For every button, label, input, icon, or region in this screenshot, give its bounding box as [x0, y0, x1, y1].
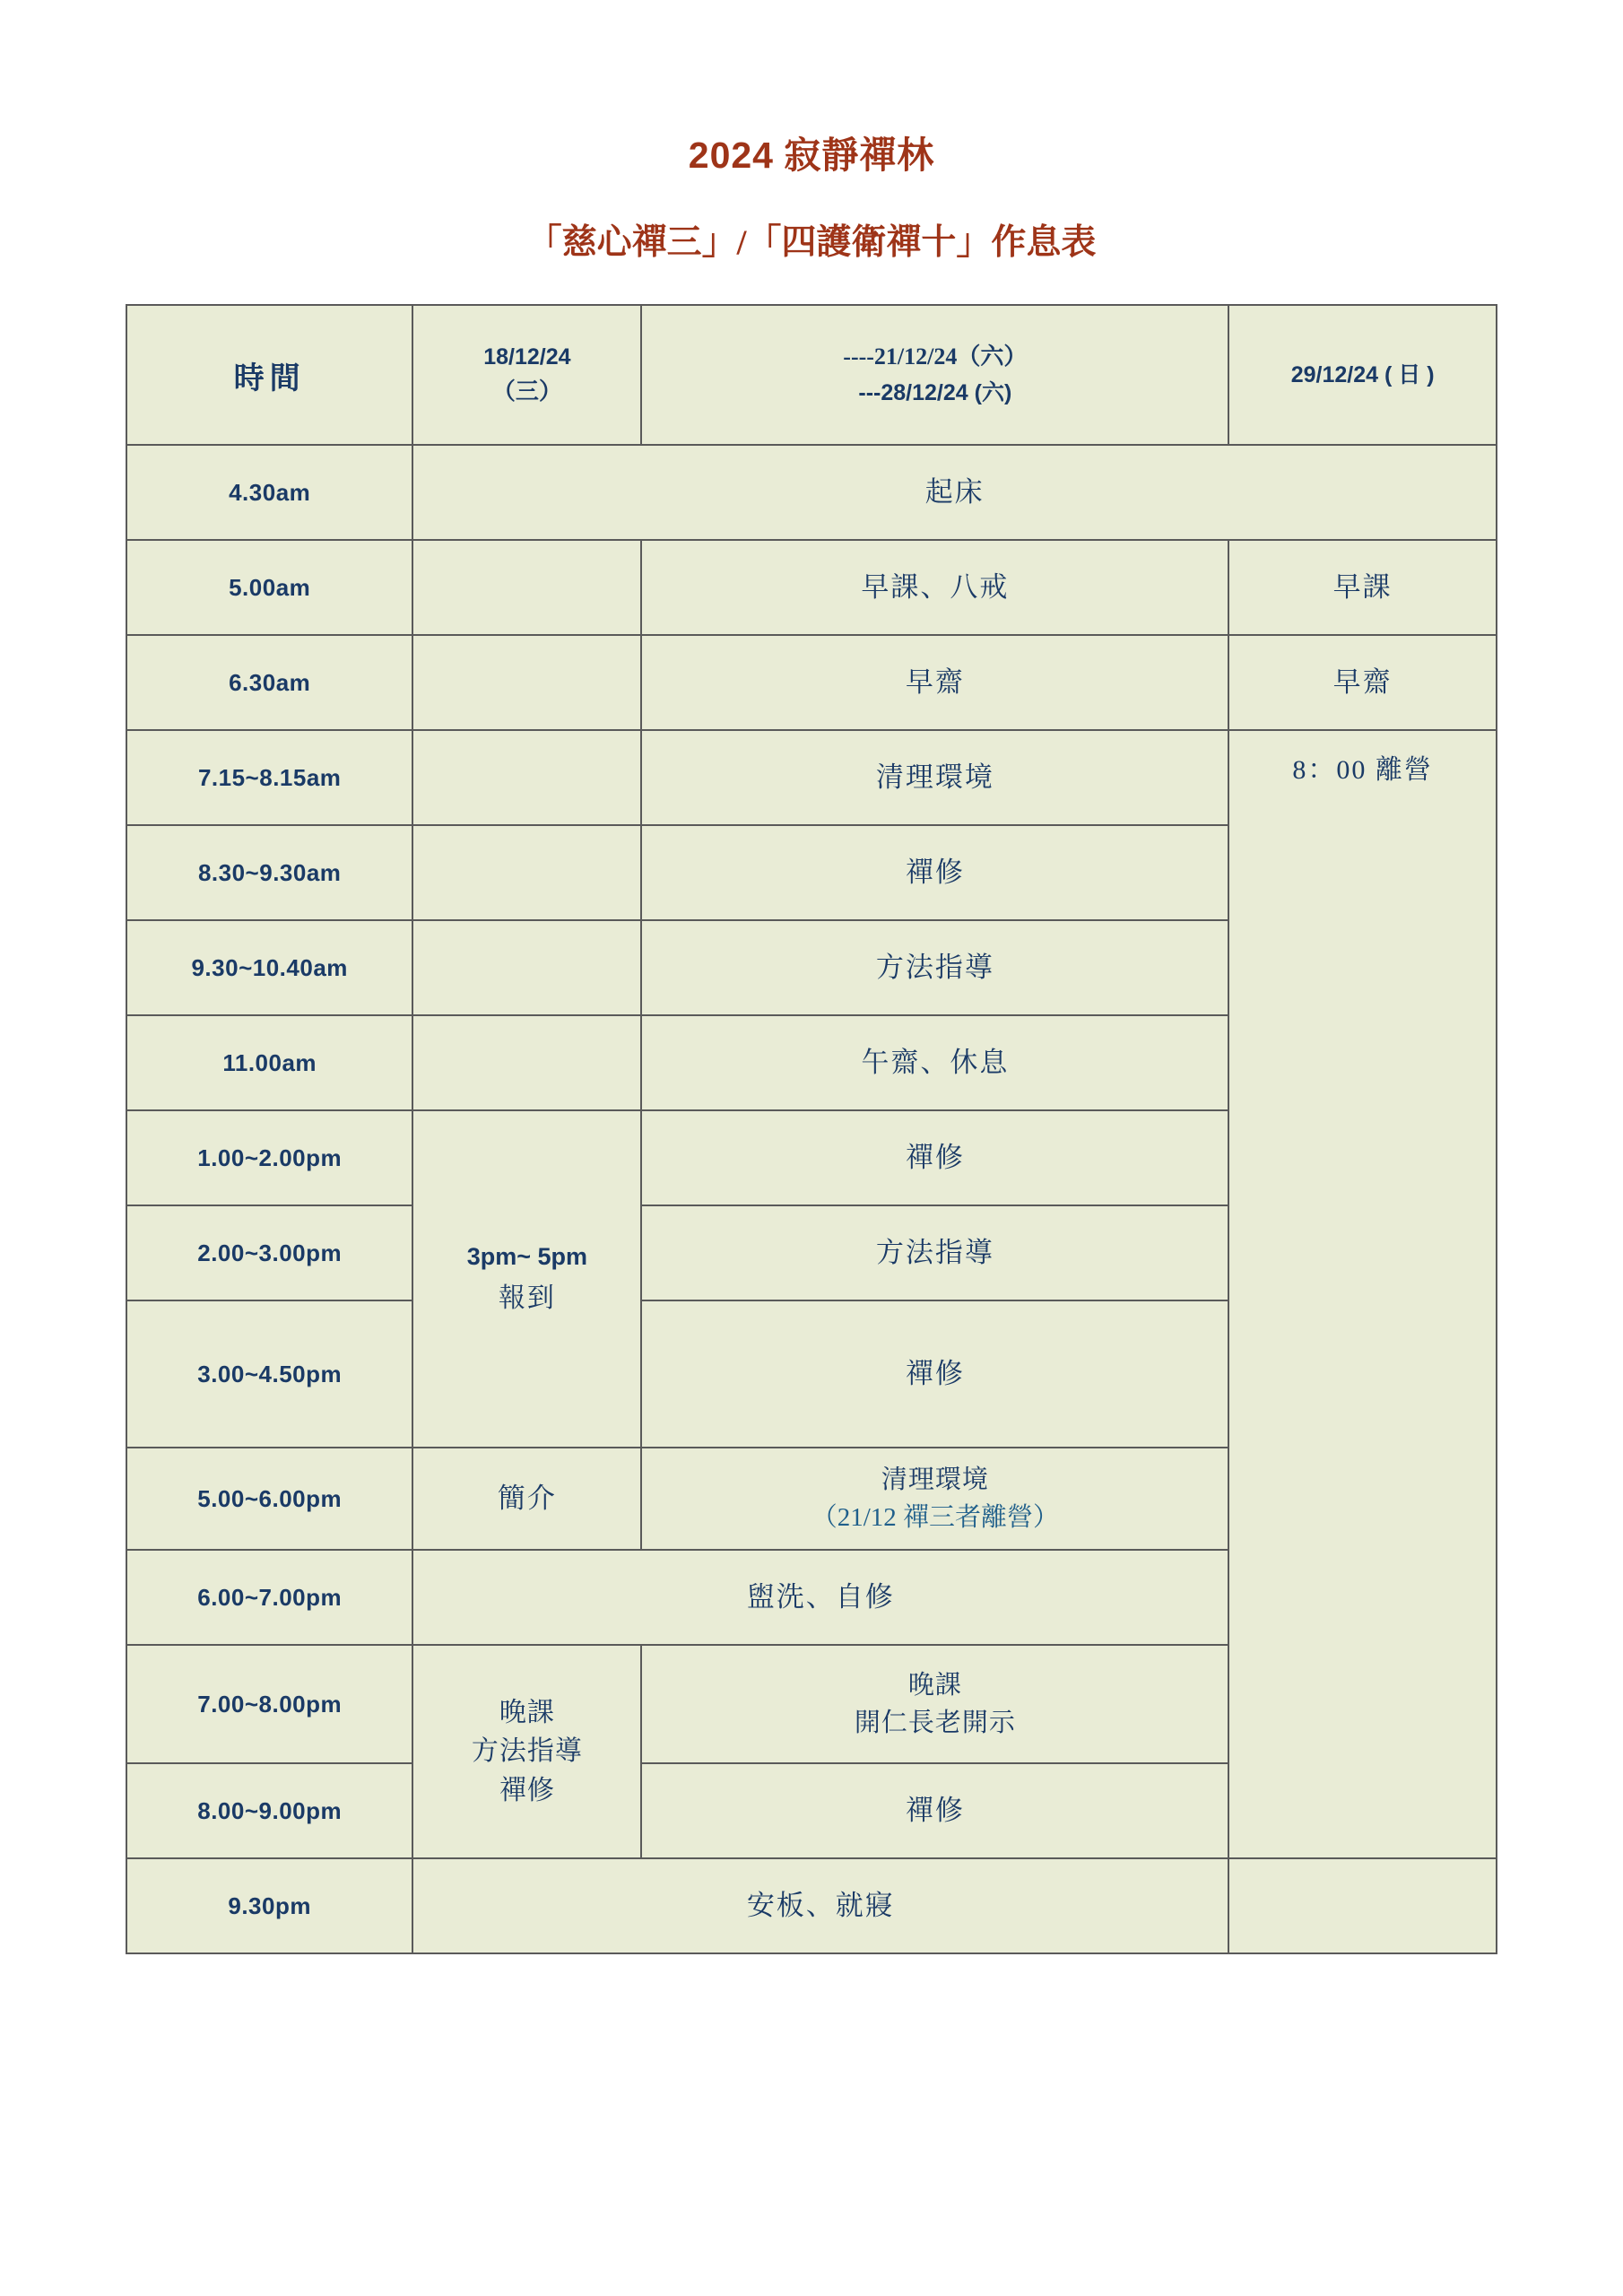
table-row — [126, 540, 1497, 635]
row-activity-range: 午齋、休息 — [641, 1015, 1228, 1110]
row-activity-range: 禪修 — [641, 825, 1228, 920]
registration-cell — [412, 1110, 641, 1448]
row-time: 11.00am — [126, 1015, 412, 1110]
row-time: 1.00~2.00pm — [126, 1110, 412, 1205]
row-time: 6.00~7.00pm — [126, 1550, 412, 1645]
row-activity-range: 早齋 — [641, 635, 1228, 730]
row-activity-wed — [412, 540, 641, 635]
column-header-wed-date: 18/12/24 — [483, 344, 571, 370]
row-activity-range-line2: 開仁長老開示 — [854, 1709, 1016, 1737]
row-activity-all: 起床 — [412, 445, 1497, 540]
row-activity-range-main: 清理環境 — [881, 1465, 989, 1494]
row-activity-range-line1: 晚課 — [907, 1670, 962, 1700]
row-activity-range — [641, 1448, 1228, 1550]
row-time: 5.00~6.00pm — [126, 1448, 412, 1550]
row-activity-sun: 早齋 — [1228, 635, 1497, 730]
row-time: 5.00am — [126, 540, 412, 635]
column-header-wed-day: （三） — [491, 378, 562, 405]
row-time: 7.00~8.00pm — [126, 1645, 412, 1763]
row-activity-wed — [412, 635, 641, 730]
row-time: 8.00~9.00pm — [126, 1763, 412, 1858]
column-header-range-line2: ---28/12/24 (六) — [858, 379, 1012, 405]
row-time: 9.30pm — [126, 1858, 412, 1953]
column-header-range-line1: ----21/12/24（六） — [843, 344, 1028, 370]
row-time: 9.30~10.40am — [126, 920, 412, 1015]
row-activity-wed — [412, 825, 641, 920]
row-activity-wed — [412, 920, 641, 1015]
row-time: 6.30am — [126, 635, 412, 730]
evening-wed-line3: 禪修 — [499, 1775, 555, 1805]
column-header-sun: 29/12/24 ( 日 ) — [1228, 305, 1497, 445]
page-title — [126, 0, 1497, 178]
registration-label: 報到 — [498, 1283, 556, 1313]
row-time: 4.30am — [126, 445, 412, 540]
table-header-row — [126, 305, 1497, 445]
evening-wed-cell — [412, 1645, 641, 1858]
column-header-wed — [412, 305, 641, 445]
row-activity-range: 方法指導 — [641, 920, 1228, 1015]
evening-wed-line2: 方法指導 — [471, 1736, 583, 1767]
column-header-time: 時間 — [126, 305, 412, 445]
page-subtitle: 「慈心禪三」/「四護衛禪十」作息表 — [526, 223, 1097, 262]
row-activity-range-note: （21/12 禪三者離營） — [811, 1503, 1059, 1532]
row-activity-range: 禪修 — [641, 1110, 1228, 1205]
title-main-cjk: 寂靜禪林 — [784, 135, 935, 176]
row-activity-wed — [412, 730, 641, 825]
evening-wed-line1: 晚課 — [499, 1697, 555, 1727]
registration-time: 3pm~ 5pm — [466, 1243, 588, 1271]
row-activity-range: 早課、八戒 — [641, 540, 1228, 635]
row-time: 8.30~9.30am — [126, 825, 412, 920]
table-row — [126, 1858, 1497, 1953]
row-activity-wed: 簡介 — [412, 1448, 641, 1550]
table-row — [126, 635, 1497, 730]
row-activity-range: 清理環境 — [641, 730, 1228, 825]
row-activity-range: 禪修 — [641, 1300, 1228, 1448]
row-activity-wed-range: 安板、就寢 — [412, 1858, 1228, 1953]
row-activity-range: 方法指導 — [641, 1205, 1228, 1300]
title-year: 2024 — [688, 135, 774, 176]
row-activity-wed-range: 盥洗、自修 — [412, 1550, 1228, 1645]
row-activity-sun: 早課 — [1228, 540, 1497, 635]
row-activity-sun-departure: 8：00 離營 — [1228, 730, 1497, 1858]
table-row — [126, 445, 1497, 540]
table-row — [126, 730, 1497, 825]
column-header-range — [641, 305, 1228, 445]
row-activity-sun — [1228, 1858, 1497, 1953]
row-activity-wed — [412, 1015, 641, 1110]
row-time: 3.00~4.50pm — [126, 1300, 412, 1448]
row-time: 7.15~8.15am — [126, 730, 412, 825]
row-activity-range: 禪修 — [641, 1763, 1228, 1858]
row-activity-range — [641, 1645, 1228, 1763]
row-time: 2.00~3.00pm — [126, 1205, 412, 1300]
schedule-table — [126, 304, 1497, 1954]
